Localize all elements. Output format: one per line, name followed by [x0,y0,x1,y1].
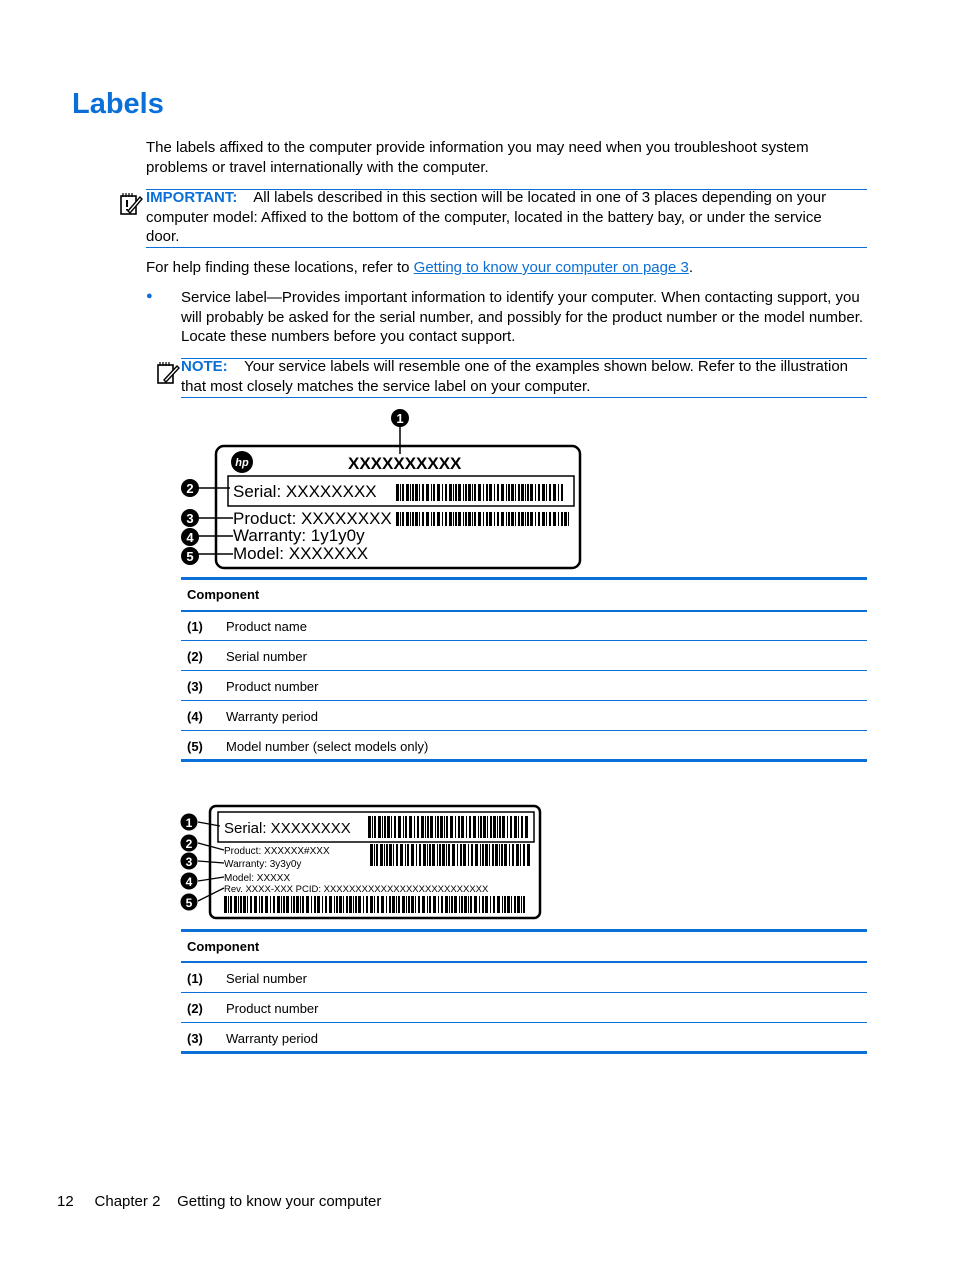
important-text: All labels described in this section will be located in one of 3 places depending on your computer model: Affixed to the bottom of the computer, located in the battery bay, or under the service door. [146,189,827,245]
row-number: (3) [187,1031,203,1046]
table1-top-rule [181,577,867,580]
table-row [181,671,867,701]
bullet-text: Service label—Provides important information to identify your computer. When contacting support, you will probably be asked for the serial number, and possibly for the product number or the model number. Locate these numbers before you contact support. [181,289,864,345]
table2-bottom-rule [181,1051,867,1054]
label1-product: Product: XXXXXXXX [233,509,392,528]
page-number: 12 [57,1193,74,1210]
footer-title: Getting to know your computer [177,1193,382,1210]
row-text: Serial number [226,649,307,664]
row-number: (2) [187,649,203,664]
service-label-illustration-1 [178,404,588,581]
row-number: (2) [187,1001,203,1016]
table-row [181,963,867,993]
help-prefix: For help finding these locations, refer to [146,259,414,276]
callout-2: 2 [186,481,194,496]
table2-top-rule [181,929,867,932]
label1-warranty: Warranty: 1y1y0y [233,526,365,545]
row-text: Product number [226,1001,319,1016]
page-footer [57,1193,381,1210]
table2-header: Component [187,939,260,954]
barcode-serial-2 [368,816,528,838]
note-label: NOTE: [181,358,228,375]
row-text: Warranty period [226,709,318,724]
footer-chapter: Chapter 2 [94,1193,161,1210]
label1-product-name: XXXXXXXXXX [348,454,462,473]
row-text: Serial number [226,971,307,986]
row-text: Model number (select models only) [226,739,429,754]
callout2-4: 4 [185,875,193,889]
row-text: Product name [226,619,307,634]
callout2-5: 5 [185,896,193,910]
intro-paragraph: The labels affixed to the computer provide information you may need when you troubleshoot system problems or travel internationally with the computer. [146,139,809,176]
label2-model: Model: XXXXX [224,873,291,884]
label2-serial: Serial: XXXXXXXX [224,820,351,837]
label1-model: Model: XXXXXXX [233,544,369,563]
row-text: Warranty period [226,1031,318,1046]
row-number: (1) [187,619,203,634]
table-row [181,611,867,641]
table-row [181,993,867,1023]
note-callout [181,357,861,396]
callout2-3: 3 [185,855,193,869]
callout-1: 1 [396,411,404,426]
table1-header: Component [187,587,260,602]
table-row [181,1023,867,1053]
help-paragraph [146,258,693,278]
bullet-marker: ● [146,290,153,302]
label2-product: Product: XXXXXX#XXX [224,846,330,857]
callout2-2: 2 [185,837,193,851]
label2-rev: Rev. XXXX-XXX PCID: XXXXXXXXXXXXXXXXXXXXXXXXXX [224,884,489,895]
note-bottom-rule [181,397,867,398]
table-row [181,641,867,671]
note-text: Your service labels will resemble one of the examples shown below. Refer to the illustration that most closely matches the service label on your computer. [181,358,849,395]
help-suffix: . [688,259,693,276]
important-bottom-rule [146,247,867,248]
table-row [181,701,867,731]
service-label-illustration-2 [178,802,548,927]
label1-serial: Serial: XXXXXXXX [233,482,377,501]
callout-5: 5 [186,549,194,564]
row-number: (3) [187,679,203,694]
table1-bottom-rule [181,759,867,762]
table-row [181,731,867,761]
hp-logo-text: hp [235,457,249,469]
barcode-product-2 [370,844,530,866]
important-label: IMPORTANT: [146,189,238,206]
important-callout [146,188,858,247]
page-3-link[interactable]: Getting to know your computer on page 3 [413,259,689,276]
callout-4: 4 [186,530,194,545]
important-icon [118,191,144,222]
row-number: (4) [187,709,203,724]
row-text: Product number [226,679,319,694]
row-number: (1) [187,971,203,986]
row-number: (5) [187,739,203,754]
note-icon [155,360,181,391]
callout2-1: 1 [185,816,193,830]
label2-warranty: Warranty: 3y3y0y [224,859,302,870]
page-title: Labels [72,88,164,120]
callout-3: 3 [186,511,194,526]
